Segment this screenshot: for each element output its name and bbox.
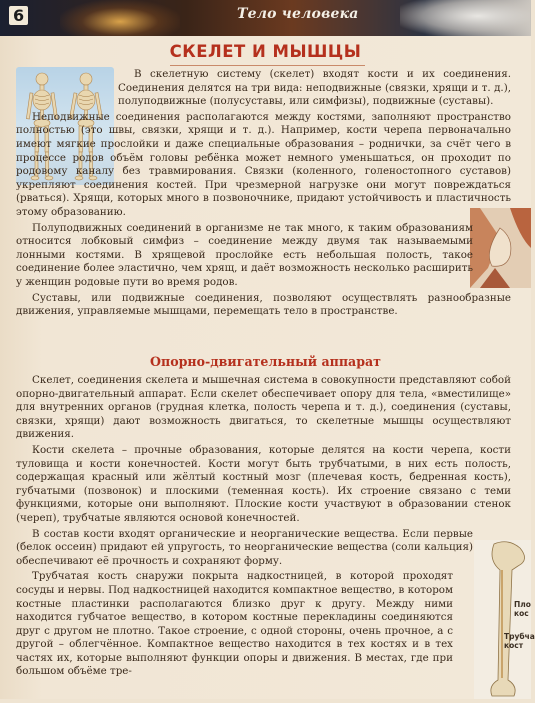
banner-decoration-right <box>400 0 530 36</box>
page-title: СКЕЛЕТ И МЫШЦЫ <box>0 42 531 61</box>
bone-illustration <box>474 540 535 699</box>
banner-decoration <box>60 0 180 36</box>
paragraph-8: Трубчатая кость снаружи покрыта надкостницей, в которой проходят сосуды и нервы. Под надкостницей находится компактное вещество, в котором костные пластинки располагаются близко друг к другу. Между ними находится губчатое вещество, в котором костные перекладины соединяются друг с другом не плотно. Такое строение, с одной стороны, очень прочное, а с другой – облегчённое. Компактное вещество находится в тех костях и в тех частях их, которые выполняют функции опоры и движения. В местах, где при большом объёме тре- <box>16 570 453 678</box>
running-head: Тело человека <box>237 6 359 22</box>
paragraph-4: Суставы, или подвижные соединения, позволяют осуществлять разнообразные движения, управляемые мышцами, перемещать тело в пространстве. <box>16 291 511 318</box>
paragraph-2: Неподвижные соединения располагаются между костями, заполняют пространство полностью (это швы, связки, хрящи и т. д.). Например, кости черепа первоначально имеют мягкие прослойки и даже специальные образования – роднички, за счёт чего в процессе родов объём головы ребёнка может немного уменьшаться, он проходит по родовому каналу без травмирования. Связки (коленного, голеностопного суставов) укрепляют соединения костей. При чрезмерной нагрузке они могут повреждаться (рваться). Хрящи, которых много в позвоночнике, придают устойчивость и пластичность этому образованию. <box>16 110 511 218</box>
paragraph-5: Скелет, соединения скелета и мышечная система в совокупности представляют собой опорно-двигательный аппарат. Если скелет обеспечивает опору для тела, «вместилище» для внутренних органов (грудная клетка, полость черепа и т. д.), соединения (суставы, связки, хрящи) дают возможность двигаться, то скелетные мышцы осуществляют движения. <box>16 374 511 441</box>
paragraph-6: Кости скелета – прочные образования, которые делятся на кости черепа, кости туловища и кости конечностей. Кости могут быть трубчатыми, в них есть полость, содержащая красный или жёлтый костный мозг (плечевая кость, бедренная кость), губчатыми (позвонок) и плоскими (теменная кость). Их строение связано с теми функциями, которые они выполняют. Плоские кости участвуют в образовании стенок (череп), трубчатые являются основой конечностей. <box>16 443 511 524</box>
section1-text <box>16 68 511 319</box>
page-number: 6 <box>9 6 28 25</box>
paragraph-3: Полуподвижных соединений в организме не так много, к таким образованиям относится лобковый симфиз – соединение между двумя так называемыми лонными костями. В хрящевой прослойке есть небольшая полость, такое соединение более эластично, чем хрящ, и даёт возможность несколько расширить у женщин родовые пути во время родов. <box>16 221 473 288</box>
section2-text <box>16 374 511 679</box>
figure-label: Трубча кост <box>504 632 535 650</box>
section-heading: Опорно-двигательный аппарат <box>150 354 381 369</box>
paragraph-1: В скелетную систему (скелет) входят кости и их соединения. Соединения делятся на три вида: неподвижные (связки, хрящи и т. д.), полуподвижные (полусуставы, или симфизы), подвижные (суставы). <box>118 68 511 108</box>
paragraph-7: В состав кости входят органические и неорганические вещества. Если первые (белок оссеин) придают ей упругость, то неорганические вещества (соли кальция) обеспечивают её прочность и сохраняют форму. <box>16 527 473 567</box>
tubular-bone-icon <box>474 540 535 699</box>
figure-label: Пло кос <box>514 600 531 618</box>
